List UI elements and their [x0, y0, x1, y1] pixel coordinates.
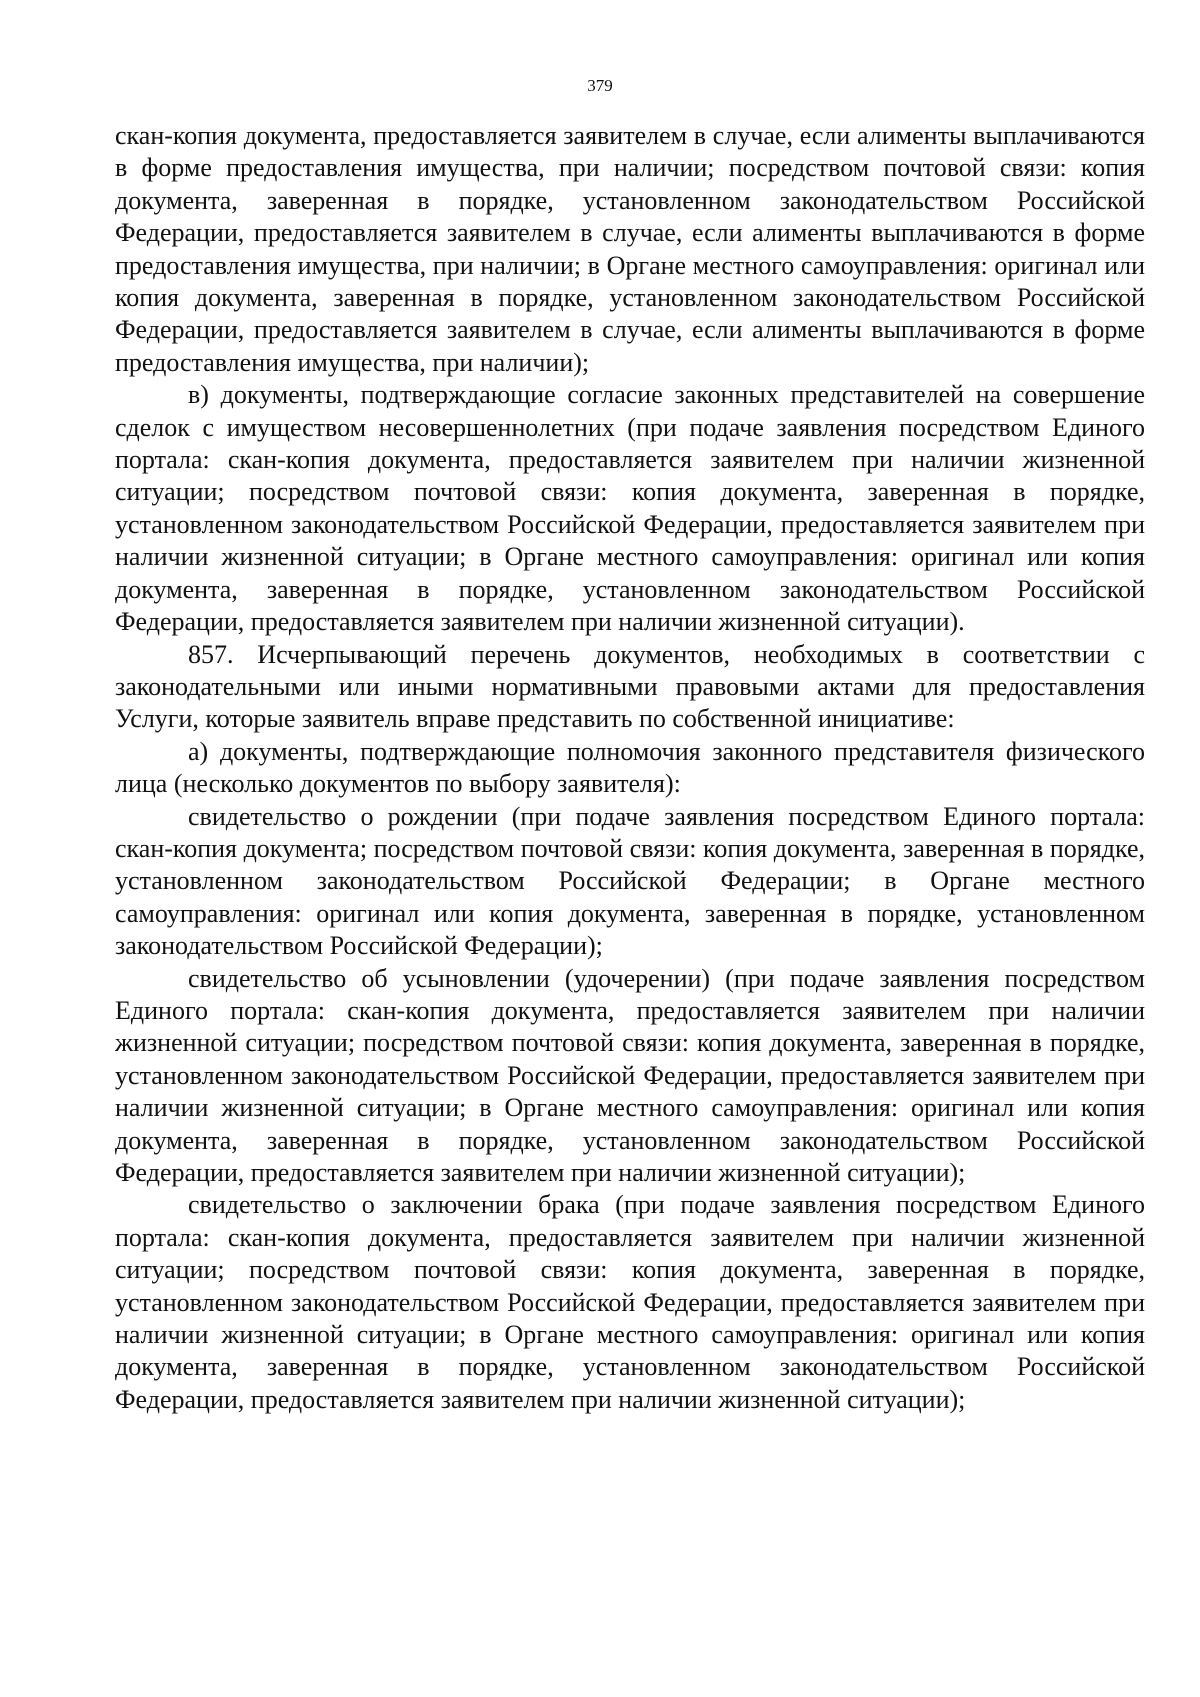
- paragraph-item-v: в) документы, подтверждающие согласие законных представителей на совершение сделок с имуществом несовершеннолетних (при подаче заявления посредством Единого портала: скан-копия документа, предоставляется заявителем при наличии жизненной ситуации; посредством почтовой связи: копия документа, заверенная в порядке, установленном законодательством Российской Федерации, предоставляется заявителем при наличии жизненной ситуации; в Органе местного самоуправления: оригинал или копия документа, заверенная в порядке, установленном законодательством Российской Федерации, предоставляется заявителем при наличии жизненной ситуации).: [115, 380, 1145, 637]
- paragraph-continuation: скан-копия документа, предоставляется заявителем в случае, если алименты выплачиваются в форме предоставления имущества, при наличии; посредством почтовой связи: копия документа, заверенная в порядке, установленном законодательством Российской Федерации, предоставляется заявителем в случае, если алименты выплачиваются в форме предоставления имущества, при наличии; в Органе местного самоуправления: оригинал или копия документа, заверенная в порядке, установленном законодательством Российской Федерации, предоставляется заявителем в случае, если алименты выплачиваются в форме предоставления имущества, при наличии);: [115, 121, 1145, 377]
- paragraph-857: 857. Исчерпывающий перечень документов, необходимых в соответствии с законодательными или иными нормативными правовыми актами для предоставления Услуги, которые заявитель вправе представить по собственной инициативе:: [115, 639, 1145, 734]
- paragraph-item-a: а) документы, подтверждающие полномочия законного представителя физического лица (несколько документов по выбору заявителя):: [115, 736, 1145, 799]
- page-number: 379: [587, 76, 613, 95]
- paragraph-adoption-certificate: свидетельство об усыновлении (удочерении) (при подаче заявления посредством Единого портала: скан-копия документа, предоставляется заявителем при наличии жизненной ситуации; посредством почтовой связи: копия документа, заверенная в порядке, установленном законодательством Российской Федерации, предоставляется заявителем при наличии жизненной ситуации; в Органе местного самоуправления: оригинал или копия документа, заверенная в порядке, установленном законодательством Российской Федерации, предоставляется заявителем при наличии жизненной ситуации);: [115, 963, 1145, 1187]
- paragraph-birth-certificate: свидетельство о рождении (при подаче заявления посредством Единого портала: скан-копия документа; посредством почтовой связи: копия документа, заверенная в порядке, установленном законодательством Российской Федерации; в Органе местного самоуправления: оригинал или копия документа, заверенная в порядке, установленном законодательством Российской Федерации);: [115, 801, 1145, 961]
- paragraph-marriage-certificate: свидетельство о заключении брака (при подаче заявления посредством Единого портала: скан-копия документа, предоставляется заявителем при наличии жизненной ситуации; посредством почтовой связи: копия документа, заверенная в порядке, установленном законодательством Российской Федерации, предоставляется заявителем при наличии жизненной ситуации; в Органе местного самоуправления: оригинал или копия документа, заверенная в порядке, установленном законодательством Российской Федерации, предоставляется заявителем при наличии жизненной ситуации);: [115, 1190, 1145, 1414]
- document-body: [115, 120, 1145, 1416]
